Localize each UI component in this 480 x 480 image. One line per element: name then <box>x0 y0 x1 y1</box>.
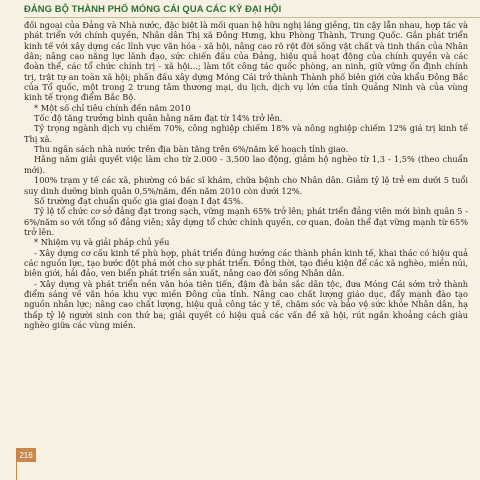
paragraph: - Xây dựng cơ cấu kinh tế phù hợp, phát triển đúng hướng các thành phần kinh tế, khai thác có hiệu quả các nguồn lực, tạo bước đột phá mới cho sự phát triển. Đồng thời, tạo điều kiện để các xã nghèo, miền núi, biên giới, hải đảo, ven biển phát triển sản xuất, nâng cao đời sống Nhân dân. <box>24 247 468 279</box>
page-header <box>0 0 480 20</box>
header-rule <box>24 17 480 18</box>
paragraph: Số trường đạt chuẩn quốc gia giai đoạn I đạt 45%. <box>34 195 244 206</box>
paragraph: - Xây dựng và phát triển nền văn hóa tiên tiến, đậm đà bản sắc dân tộc, đưa Móng Cái sớm trở thành điểm sáng về văn hóa khu vực miền Đông của tỉnh. Nâng cao chất lượng giáo dục, đẩy mạnh đào tạo nguồn nhân lực; nâng cao chất lượng, hiệu quả công tác y tế, chăm sóc và bảo vệ sức khỏe Nhân dân, hạ thấp tỷ lệ người sinh con thứ ba; giải quyết có hiệu quả các vấn đề xã hội, rút ngắn khoảng cách giàu nghèo giữa các vùng miền. <box>24 278 468 330</box>
paragraph: đối ngoại của Đảng và Nhà nước, đặc biệt là mối quan hệ hữu nghị láng giềng, tin cậy lẫn nhau, hợp tác và phát triển với chính quyền, Nhân dân Thị xã Đông Hưng, khu Phòng Thành, Trung Quốc. Gắn phát triển kinh tế với xây dựng các lĩnh vực văn hóa - xã hội, nâng cao rõ rệt đời sống vật chất và tinh thần của Nhân dân; nâng cao năng lực lãnh đạo, sức chiến đấu của Đảng, hiệu quả hoạt động của chính quyền và các đoàn thể, các tổ chức chính trị - xã hội...; làm tốt công tác quốc phòng, an ninh, giữ vững ổn định chính trị, trật tự an toàn xã hội; phấn đấu xây dựng Móng Cái trở thành Thành phố biên giới cửa khẩu Đông Bắc của Tổ quốc, một trong 2 trung tâm thương mại, du lịch, dịch vụ lớn của tỉnh Quảng Ninh và của vùng kinh tế trọng điểm Bắc Bộ. <box>24 20 468 103</box>
paragraph: Thu ngân sách nhà nước trên địa bàn tăng trên 6%/năm kế hoạch tỉnh giao. <box>34 144 349 155</box>
paragraph: 100% trạm y tế các xã, phường có bác sĩ khám, chữa bệnh cho Nhân dân. Giảm tỷ lệ trẻ em dưới 5 tuổi suy dinh dưỡng bình quân 0,5%/năm, đến năm 2010 còn dưới 12%. <box>24 175 468 196</box>
section-heading: * Một số chỉ tiêu chính đến năm 2010 <box>34 102 191 113</box>
running-header-title: ĐẢNG BỘ THÀNH PHỐ MÓNG CÁI QUA CÁC KỲ ĐẠI HỘI <box>24 3 282 14</box>
body-text <box>24 20 468 330</box>
paragraph: Hằng năm giải quyết việc làm cho từ 2.000 - 3.500 lao động, giảm hộ nghèo từ 1,3 - 1,5% (theo chuẩn mới). <box>24 154 468 175</box>
paragraph: Tốc độ tăng trưởng bình quân hằng năm đạt từ 14% trở lên. <box>34 113 283 124</box>
page-number: 216 <box>16 448 36 462</box>
section-heading: * Nhiệm vụ và giải pháp chủ yếu <box>34 237 170 248</box>
paragraph: Tỷ trọng ngành dịch vụ chiếm 70%, công nghiệp chiếm 18% và nông nghiệp chiếm 12% giá trị kinh tế Thị xã. <box>24 123 468 144</box>
paragraph: Tỷ lệ tổ chức cơ sở đảng đạt trong sạch, vững mạnh 65% trở lên; phát triển đảng viên mới bình quân 5 - 6%/năm so với tổng số đảng viên; xây dựng tổ chức chính quyền, cơ quan, đoàn thể đạt vững mạnh từ 65% trở lên. <box>24 206 468 237</box>
